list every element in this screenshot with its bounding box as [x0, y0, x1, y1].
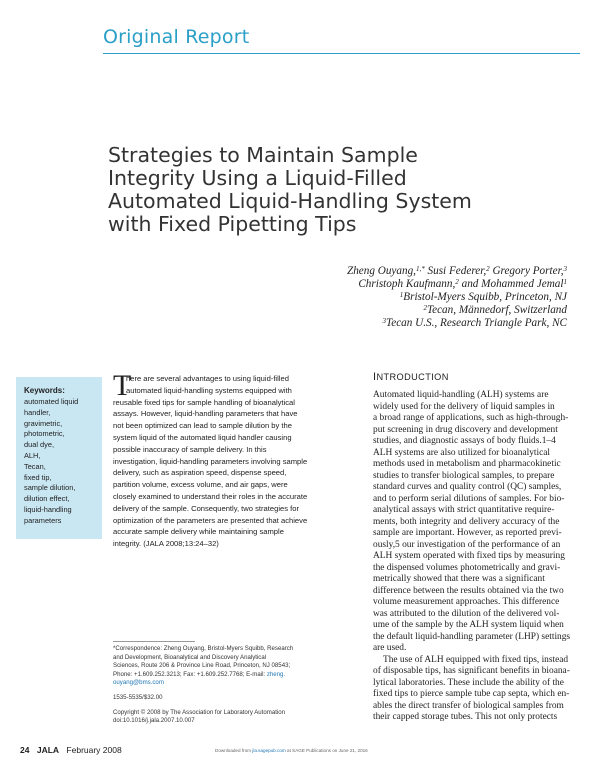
keyword: Tecan, [24, 461, 46, 471]
abstract-line: automated liquid-handling systems equipped with [126, 385, 292, 395]
introduction-line: The use of ALH equipped with fixed tips, instead [383, 654, 569, 665]
abstract-line: accurate sample delivery while maintaining sample [113, 527, 284, 537]
download-suffix: at SAGE Publications on June 21, 2016 [287, 748, 368, 753]
keyword: sample dilution, [24, 483, 76, 493]
introduction-line: the default liquid-handling parameter (LHP) settings [373, 631, 571, 642]
author-name: and Mohammed Jemal [458, 278, 564, 290]
author-name: Gregory Porter, [489, 265, 564, 277]
correspondence-line [113, 671, 348, 680]
correspondence-line [113, 679, 348, 688]
abstract-line: reusable fixed tips for sample handling of bioanalytical [113, 397, 295, 407]
page-footer [20, 745, 122, 755]
introduction-line: of disposable tips, has significant benefits in bioana- [373, 666, 570, 676]
heading-initial: I [373, 371, 377, 383]
introduction-line: ments, both integrity and delivery accuracy of the [373, 516, 560, 527]
title-line: Strategies to Maintain Sample [108, 143, 418, 167]
keywords-list [24, 397, 100, 527]
title-line: Automated Liquid-Handling System [108, 189, 472, 213]
introduction-line: widely used for the delivery of liquid samples in [373, 401, 555, 412]
correspondence-line: Sciences, Route 206 & Province Line Road, Princeton, NJ 08543; [113, 662, 291, 670]
issue-date: February 2008 [66, 745, 122, 755]
correspondence-line: *Correspondence: Zheng Ouyang, Bristol-Myers Squibb, Research [113, 645, 294, 652]
introduction-line: analytical assays with strict quantitative require- [373, 505, 555, 515]
introduction-line: fixed tips to pierce sample tube cap septa, which en- [373, 689, 570, 699]
keyword: handler, [24, 407, 51, 417]
abstract [113, 369, 348, 550]
doi: doi:10.1016/j.jala.2007.10.007 [113, 717, 195, 725]
introduction-line: a broad range of applications, such as high-through- [373, 413, 569, 423]
download-prefix: Downloaded from [215, 748, 252, 753]
author-name: Zheng Ouyang, [346, 265, 416, 277]
email-link[interactable]: ouyang@bms.com [113, 679, 164, 687]
author-affiliation-mark: 2 [486, 265, 490, 273]
author-affiliation-mark: 2 [455, 278, 459, 286]
introduction-line: sample are important. However, as reported previ- [373, 528, 562, 538]
download-notice [215, 748, 368, 753]
affiliation-text: Tecan U.S., Research Triangle Park, NC [386, 317, 567, 329]
introduction-line: studies to transfer biological samples, to prepare [373, 470, 555, 481]
heading-rest: NTRODUCTION [376, 372, 449, 382]
affiliation-number: 1 [399, 291, 404, 299]
keyword: dilution effect, [24, 494, 70, 504]
introduction-line: are used. [373, 643, 407, 653]
keyword: dual dye, [24, 440, 54, 450]
keyword: liquid-handling [24, 504, 72, 514]
email-link[interactable]: zheng. [266, 670, 286, 678]
abstract-dropcap: T [113, 369, 132, 402]
keyword: photometric, [24, 429, 65, 439]
journal-name: JALA [36, 745, 60, 755]
introduction-line: methods used in metabolism and pharmacokinetic [373, 459, 561, 469]
introduction-line: metrically showed that there was a significant [373, 574, 545, 584]
introduction-line: ume of the sample by the ALH system liquid when [373, 620, 564, 630]
abstract-line: assays. However, liquid-handling parameters that have [113, 409, 298, 419]
author-affiliation-mark: 1,* [415, 265, 425, 273]
author-name: Susi Federer, [424, 265, 487, 277]
keywords-title: Keywords: [24, 386, 65, 395]
abstract-line: here are several advantages to using liquid-filled [126, 374, 289, 383]
introduction-body [373, 390, 583, 724]
abstract-line: system liquid of the automated liquid handler causing [113, 432, 292, 442]
abstract-line: delivery of the sample. Consequently, two strategies for [113, 503, 299, 513]
abstract-line: delivery, such as aspiration speed, dispense speed, [113, 468, 287, 478]
introduction-line: studies, and diagnostic assays of body fluids.1–4 [373, 436, 556, 446]
author-name: Christoph Kaufmann, [358, 278, 456, 290]
introduction-line: Automated liquid-handling (ALH) systems are [373, 390, 549, 400]
footnote-divider [113, 641, 195, 642]
introduction-line: lytical laboratories. These include the ability of the [373, 677, 564, 688]
introduction-line: the dispensed volumes photometrically and gravi- [373, 562, 561, 573]
author-affiliation-mark: 1 [563, 278, 567, 286]
correspondence-footnote [113, 645, 348, 726]
keyword: ALH, [24, 450, 41, 460]
introduction-line: ously,5 our investigation of the performance of an [373, 539, 561, 550]
affiliation-text: Bristol-Myers Squibb, Princeton, NJ [403, 291, 567, 303]
keyword: parameters [24, 515, 62, 525]
abstract-line: possible inaccuracy of sample delivery. In this [113, 444, 267, 454]
author-line [187, 278, 567, 291]
correspondence-contact: Phone: +1.609.252.3213; Fax: +1.609.252.7768; E-mail: [113, 670, 266, 678]
introduction-line: ables the direct transfer of biological samples from [373, 700, 564, 711]
issn: 1535-5535/$32.00 [113, 693, 163, 701]
introduction-line: volume measurement approaches. This difference [373, 597, 560, 607]
keyword: automated liquid [24, 397, 79, 406]
affiliation [187, 317, 567, 330]
introduction-line: and to perform serial dilutions of samples. For bio- [373, 493, 565, 504]
section-heading-introduction [373, 371, 449, 383]
page-number: 24 [20, 745, 30, 755]
correspondence-line: and Development, Bioanalytical and Discovery Analytical [113, 653, 267, 661]
abstract-line: investigation, liquid-handling parameters involving sample [113, 456, 308, 466]
download-site-link[interactable]: jla.sagepub.com [252, 748, 286, 753]
title-line: with Fixed Pipetting Tips [108, 212, 357, 236]
title-line: Integrity Using a Liquid-Filled [108, 166, 407, 190]
abstract-line: not been optimized can lead to sample dilution by the [113, 421, 292, 431]
introduction-line: ALH system operated with fixed tips by measuring [373, 551, 565, 561]
author-affiliation-mark: 3 [563, 265, 567, 273]
affiliation-number: 2 [423, 304, 427, 312]
keyword: fixed tip, [24, 472, 52, 482]
introduction-line: was attributed to the dilution of the delivered vol- [373, 608, 560, 619]
affiliation [187, 304, 567, 317]
section-label: Original Report [103, 26, 250, 48]
affiliation-text: Tecan, Männedorf, Switzerland [426, 304, 567, 316]
section-divider [103, 53, 580, 54]
introduction-line: their capped storage tubes. This not only protects [373, 712, 558, 722]
copyright: Copyright © 2008 by The Association for Laboratory Automation [113, 708, 286, 716]
author-block [187, 265, 567, 330]
keyword: gravimetric, [24, 418, 63, 428]
introduction-line: put screening in drug discovery and development [373, 424, 558, 435]
abstract-line: optimization of the parameters are presented that achieve [113, 515, 308, 525]
abstract-line: integrity. (JALA 2008;13:24–32) [113, 539, 219, 549]
article-title [108, 144, 548, 236]
introduction-line: ALH systems are also utilized for bioanalytical [373, 447, 551, 458]
author-line [187, 265, 567, 278]
affiliation-number: 3 [382, 317, 387, 325]
introduction-line: standard curves and quality control (QC) samples, [373, 482, 562, 492]
abstract-line: closely examined to understand their roles in the accurate [113, 491, 308, 501]
affiliation [187, 291, 567, 304]
introduction-line: difference between the results obtained via the two [373, 585, 564, 596]
abstract-line: partition volume, excess volume, and air gaps, were [113, 480, 288, 490]
